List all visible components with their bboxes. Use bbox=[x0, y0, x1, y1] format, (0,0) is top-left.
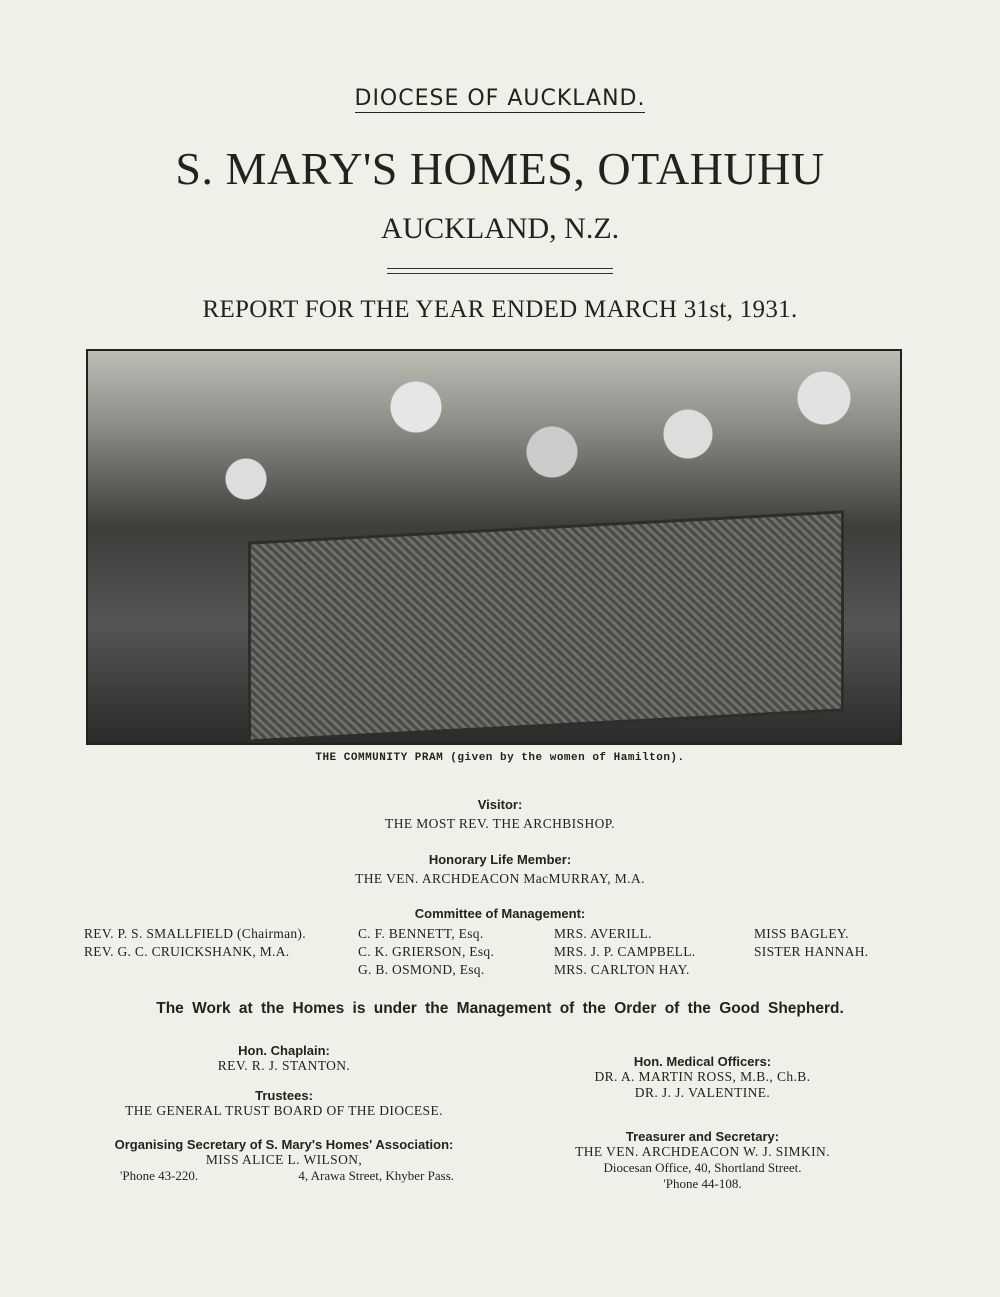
trustees-name: THE GENERAL TRUST BOARD OF THE DIOCESE. bbox=[125, 1103, 443, 1118]
committee-label: Committee of Management: bbox=[414, 906, 586, 921]
left-officers bbox=[84, 1043, 484, 1184]
chaplain-label: Hon. Chaplain: bbox=[238, 1043, 330, 1058]
right-officers bbox=[500, 1054, 905, 1192]
chaplain-name: REV. R. J. STANTON. bbox=[217, 1058, 351, 1073]
committee-member: MISS BAGLEY. bbox=[754, 926, 849, 941]
medical-officer: DR. J. J. VALENTINE. bbox=[634, 1085, 771, 1100]
treasurer-label: Treasurer and Secretary: bbox=[625, 1129, 780, 1144]
report-heading: REPORT FOR THE YEAR ENDED MARCH 31st, 1931. bbox=[202, 296, 798, 323]
committee-column-3 bbox=[554, 925, 695, 979]
medical-officer: DR. A. MARTIN ROSS, M.B., Ch.B. bbox=[594, 1069, 811, 1084]
divider bbox=[387, 268, 613, 269]
organising-secretary-name: MISS ALICE L. WILSON, bbox=[205, 1152, 363, 1167]
committee-member: C. K. GRIERSON, Esq. bbox=[358, 944, 495, 959]
phone: 'Phone 43-220. bbox=[120, 1168, 199, 1183]
wicker-pram bbox=[248, 510, 844, 742]
treasurer-address: Diocesan Office, 40, Shortland Street. bbox=[603, 1160, 802, 1175]
committee-member: MRS. CARLTON HAY. bbox=[554, 962, 690, 977]
document-title: S. MARY'S HOMES, OTAHUHU bbox=[175, 143, 825, 194]
life-member-label: Honorary Life Member: bbox=[428, 852, 572, 867]
committee-member: MRS. AVERILL. bbox=[554, 926, 652, 941]
visitor-label: Visitor: bbox=[477, 797, 523, 812]
community-pram-photo bbox=[86, 349, 902, 745]
location-subtitle: AUCKLAND, N.Z. bbox=[380, 212, 620, 245]
committee-member: REV. G. C. CRUICKSHANK, M.A. bbox=[84, 944, 290, 959]
medical-officers-label: Hon. Medical Officers: bbox=[633, 1054, 772, 1069]
committee-column-4 bbox=[754, 925, 868, 961]
life-member-name: THE VEN. ARCHDEACON MacMURRAY, M.A. bbox=[355, 871, 645, 886]
committee-member: MRS. J. P. CAMPBELL. bbox=[554, 944, 696, 959]
address: 4, Arawa Street, Khyber Pass. bbox=[298, 1168, 454, 1183]
organising-secretary-contact bbox=[84, 1168, 484, 1184]
divider bbox=[387, 273, 613, 274]
photo-caption: THE COMMUNITY PRAM (given by the women of Hamilton). bbox=[315, 752, 685, 764]
trustees-label: Trustees: bbox=[255, 1088, 313, 1103]
committee-member: REV. P. S. SMALLFIELD (Chairman). bbox=[84, 926, 306, 941]
organising-secretary-label: Organising Secretary of S. Mary's Homes' Association: bbox=[114, 1137, 454, 1152]
treasurer-phone: 'Phone 44-108. bbox=[663, 1176, 742, 1191]
treasurer-name: THE VEN. ARCHDEACON W. J. SIMKIN. bbox=[575, 1144, 830, 1159]
diocese-heading: DIOCESE OF AUCKLAND. bbox=[354, 86, 646, 111]
visitor-name: THE MOST REV. THE ARCHBISHOP. bbox=[385, 816, 615, 831]
committee-member: SISTER HANNAH. bbox=[754, 944, 869, 959]
committee-member: C. F. BENNETT, Esq. bbox=[358, 926, 484, 941]
committee-column-1 bbox=[84, 925, 306, 961]
committee-column-2 bbox=[358, 925, 494, 979]
committee-member: G. B. OSMOND, Esq. bbox=[358, 962, 485, 977]
work-statement: The Work at the Homes is under the Management of the Order of the Good Shepherd. bbox=[156, 1000, 844, 1017]
